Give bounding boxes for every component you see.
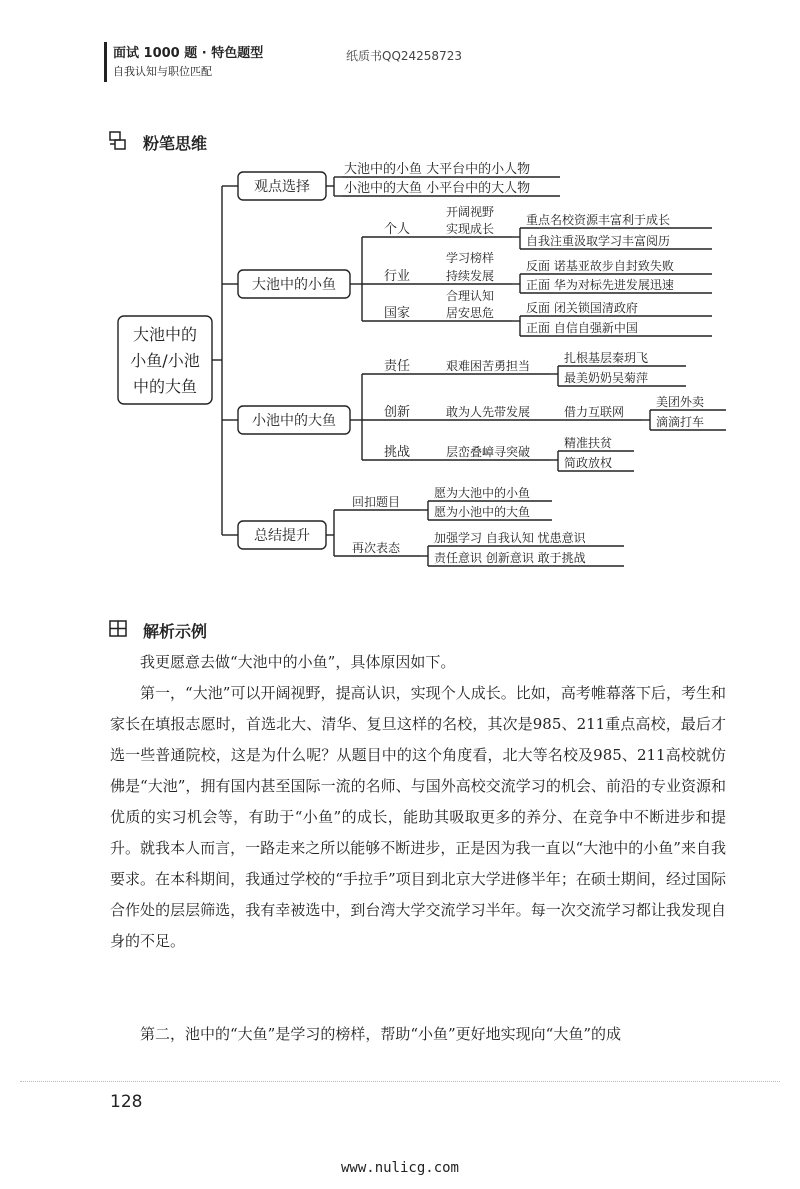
leaf-item: 责任意识 创新意识 敢于挑战 — [434, 551, 586, 565]
branch-label-big-pond: 大池中的小鱼 — [252, 277, 336, 293]
sub-reason: 艰难困苦勇担当 — [446, 359, 531, 373]
leaf-item: 愿为大池中的小鱼 — [434, 486, 531, 500]
leaf-item: 反面 闭关锁国清政府 — [526, 301, 638, 315]
sub-label: 回扣题目 — [352, 495, 401, 509]
viewpoint-item: 小池中的大鱼 小平台中的大人物 — [344, 181, 531, 196]
section-title-mindmap: 粉笔思维 — [143, 134, 208, 153]
sub-reason: 层峦叠嶂寻突破 — [446, 445, 531, 459]
leaf-item: 精准扶贫 — [564, 436, 613, 450]
sub-reason: 开阔视野 — [446, 205, 495, 219]
body-paragraph: 第一，“大池”可以开阔视野，提高认识，实现个人成长。比如，高考帷幕落下后，考生和家长在填报志愿时，首选北大、清华、复旦这样的名校，其次是985、211重点高校，最后才选一些普通院校，这是为什么呢？从题目中的这个角度看，北大等名校及985、211高校就仿佛是“大池”，拥有国内甚至国际一流的名师、与国外高校交流学习的机会、前沿的专业资源和优质的实习机会等，有助于“小鱼”的成长，能助其吸取更多的养分、在竞争中不断进步和提升。就我本人而言，一路走来之所以能够不断进步，正是因为我一直以“大池中的小鱼”来自我要求。在本科期间，我通过学校的“手拉手”项目到北京大学进修半年；在硕士期间，经过国际合作处的层层筛选，我有幸被选中，到台湾大学交流学习半年。每一次交流学习都让我发现自身的不足。 — [110, 684, 726, 950]
body-paragraph: 第二，池中的“大鱼”是学习的榜样，帮助“小鱼”更好地实现向“大鱼”的成 — [140, 1025, 622, 1043]
sub-label: 国家 — [384, 306, 411, 321]
root-line-1: 大池中的 — [132, 325, 198, 344]
leaf-item: 自我注重汲取学习丰富阅历 — [526, 234, 671, 248]
sub-reason: 合理认知 — [446, 289, 495, 303]
section-title-analysis: 解析示例 — [143, 622, 208, 641]
intro-paragraph: 我更愿意去做“大池中的小鱼”，具体原因如下。 — [140, 653, 456, 671]
watermark-text: 纸质书QQ24258723 — [346, 49, 462, 63]
branch-label-viewpoint: 观点选择 — [254, 179, 310, 195]
sub-reason: 学习榜样 — [446, 251, 495, 265]
leaf-item: 反面 诺基亚故步自封致失败 — [526, 259, 674, 273]
branch-label-summary: 总结提升 — [254, 528, 310, 544]
leaf-item: 愿为小池中的大鱼 — [434, 505, 531, 519]
branch-label-small-pond: 小池中的大鱼 — [252, 413, 336, 429]
sub-label: 责任 — [384, 359, 411, 374]
sub-reason: 持续发展 — [446, 269, 495, 283]
root-line-2: 小鱼/小池 — [130, 351, 200, 370]
sub-reason: 居安思危 — [446, 306, 495, 320]
sub-label: 行业 — [384, 269, 411, 284]
leaf-item: 最美奶奶吴菊萍 — [564, 371, 649, 385]
leaf-item: 美团外卖 — [656, 395, 705, 409]
viewpoint-item: 大池中的小鱼 大平台中的小人物 — [344, 162, 531, 177]
leaf-item: 简政放权 — [564, 456, 613, 470]
sub-label: 挑战 — [384, 445, 411, 460]
sub-label: 再次表态 — [352, 541, 401, 555]
book-title: 面试 1000 题 · 特色题型 — [113, 46, 264, 61]
leaf-item: 滴滴打车 — [656, 415, 705, 429]
leaf-item: 加强学习 自我认知 忧患意识 — [434, 531, 586, 545]
sub-label: 个人 — [384, 222, 411, 237]
sub-label: 创新 — [384, 405, 411, 420]
chapter-subtitle: 自我认知与职位匹配 — [113, 65, 212, 78]
website-footer: www.nulicg.com — [340, 1160, 459, 1176]
analysis-icon — [108, 619, 128, 639]
leaf-item: 正面 自信自强新中国 — [526, 321, 638, 335]
mid-item: 借力互联网 — [564, 405, 625, 419]
leaf-item: 扎根基层秦玥飞 — [564, 351, 649, 365]
root-line-3: 中的大鱼 — [132, 377, 198, 396]
footer-divider — [20, 1081, 780, 1082]
leaf-item: 重点名校资源丰富利于成长 — [526, 213, 671, 227]
sub-reason: 实现成长 — [446, 222, 495, 236]
sub-reason: 敢为人先带发展 — [446, 405, 531, 419]
page-number: 128 — [110, 1092, 143, 1112]
leaf-item: 正面 华为对标先进发展迅速 — [526, 278, 674, 292]
